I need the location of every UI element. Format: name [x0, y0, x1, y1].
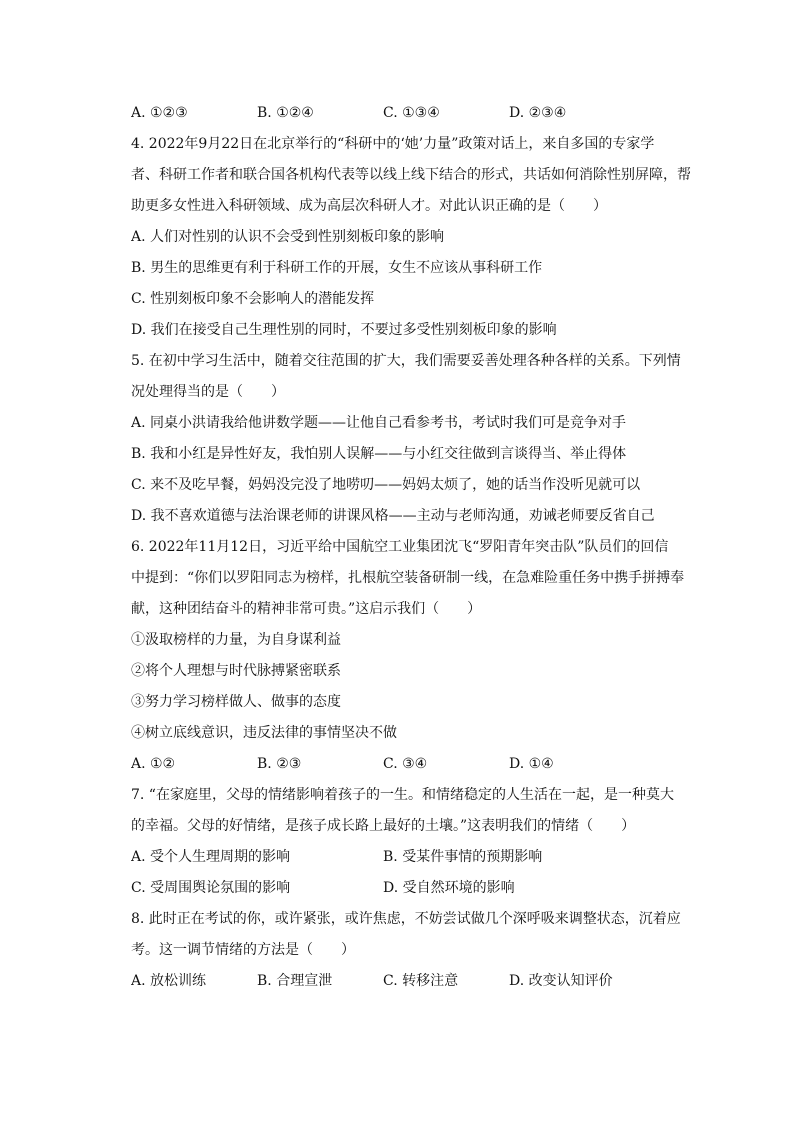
- q5-stem-line-2: 况处理得当的是（ ）: [131, 384, 285, 400]
- q8-stem-line-2: 考。这一调节情绪的方法是（ ）: [131, 942, 355, 958]
- q3-option-c: C. ①③④: [383, 105, 440, 121]
- page-content: [131, 100, 701, 999]
- q7-options-row-2: [131, 875, 701, 906]
- q5-option-a: A. 同桌小洪请我给他讲数学题——让他自己看参考书，考试时我们可是竞争对手: [131, 415, 627, 431]
- q4-stem-line-1: 4. 2022年9月22日在北京举行的“科研中的‘她’力量”政策对话上，来自多国的专家学: [131, 136, 655, 152]
- q8-options: [131, 968, 701, 999]
- q7-options-row-1: [131, 844, 701, 875]
- q5-option-b: B. 我和小红是异性好友，我怕别人误解——与小红交往做到言谈得当、举止得体: [131, 446, 627, 462]
- q7-option-c: C. 受周围舆论氛围的影响: [131, 880, 291, 896]
- q3-option-d: D. ②③④: [509, 105, 567, 121]
- q8-option-a: A. 放松训练: [131, 973, 207, 989]
- q6-stem-line-3: 献，这种团结奋斗的精神非常可贵。”这启示我们（ ）: [131, 601, 482, 617]
- q6-stem-line-1: 6. 2022年11月12日，习近平给中国航空工业集团沈飞“罗阳青年突击队”队员们的回信: [131, 539, 669, 555]
- q6-option-c: C. ③④: [383, 756, 428, 772]
- q5-option-c: C. 来不及吃早餐，妈妈没完没了地唠叨——妈妈太烦了，她的话当作没听见就可以: [131, 477, 641, 493]
- q4-stem-line-3: 助更多女性进入科研领域、成为高层次科研人才。对此认识正确的是（ ）: [131, 198, 607, 214]
- q6-statement-2: ②将个人理想与时代脉搏紧密联系: [131, 663, 341, 679]
- q8-option-d: D. 改变认知评价: [509, 973, 613, 989]
- q7-stem-line-2: 的幸福。父母的好情绪，是孩子成长路上最好的土壤。”这表明我们的情绪（ ）: [131, 818, 636, 834]
- q4-option-a: A. 人们对性别的认识不会受到性别刻板印象的影响: [131, 229, 445, 245]
- q6-stem-line-2: 中提到：“你们以罗阳同志为榜样，扎根航空装备研制一线，在急难险重任务中携手拼搏奉: [131, 570, 685, 586]
- q4-option-b: B. 男生的思维更有利于科研工作的开展，女生不应该从事科研工作: [131, 260, 543, 276]
- question-8: [131, 906, 701, 999]
- q4-option-c: C. 性别刻板印象不会影响人的潜能发挥: [131, 291, 375, 307]
- q6-statement-3: ③努力学习榜样做人、做事的态度: [131, 694, 341, 710]
- question-4: [131, 131, 701, 348]
- question-7: [131, 782, 701, 906]
- q5-option-d: D. 我不喜欢道德与法治课老师的讲课风格——主动与老师沟通，劝诫老师要反省自己: [131, 508, 655, 524]
- q7-stem-line-1: 7. “在家庭里，父母的情绪影响着孩子的一生。和情绪稳定的人生活在一起，是一种莫大: [131, 787, 674, 803]
- q8-stem-line-1: 8. 此时正在考试的你，或许紧张，或许焦虑，不妨尝试做几个深呼吸来调整状态，沉着应: [131, 911, 681, 927]
- q6-options: [131, 751, 701, 782]
- q3-option-a: A. ①②③: [131, 105, 188, 121]
- q6-option-b: B. ②③: [257, 756, 302, 772]
- q3-options: [131, 100, 701, 131]
- q7-option-b: B. 受某件事情的预期影响: [383, 849, 543, 865]
- q6-option-d: D. ①④: [509, 756, 554, 772]
- q7-option-a: A. 受个人生理周期的影响: [131, 849, 291, 865]
- q4-stem-line-2: 者、科研工作者和联合国各机构代表等以线上线下结合的形式，共话如何消除性别屏障，帮: [131, 167, 691, 183]
- q5-stem-line-1: 5. 在初中学习生活中，随着交往范围的扩大，我们需要妥善处理各种各样的关系。下列情: [131, 353, 681, 369]
- q6-statement-4: ④树立底线意识，违反法律的事情坚决不做: [131, 725, 397, 741]
- q7-option-d: D. 受自然环境的影响: [383, 880, 515, 896]
- q6-statement-1: ①汲取榜样的力量，为自身谋利益: [131, 632, 341, 648]
- q8-option-c: C. 转移注意: [383, 973, 459, 989]
- question-6: [131, 534, 701, 782]
- q4-option-d: D. 我们在接受自己生理性别的同时，不要过多受性别刻板印象的影响: [131, 322, 557, 338]
- q3-option-b: B. ①②④: [257, 105, 314, 121]
- question-5: [131, 348, 701, 534]
- q8-option-b: B. 合理宣泄: [257, 973, 333, 989]
- q6-option-a: A. ①②: [131, 756, 176, 772]
